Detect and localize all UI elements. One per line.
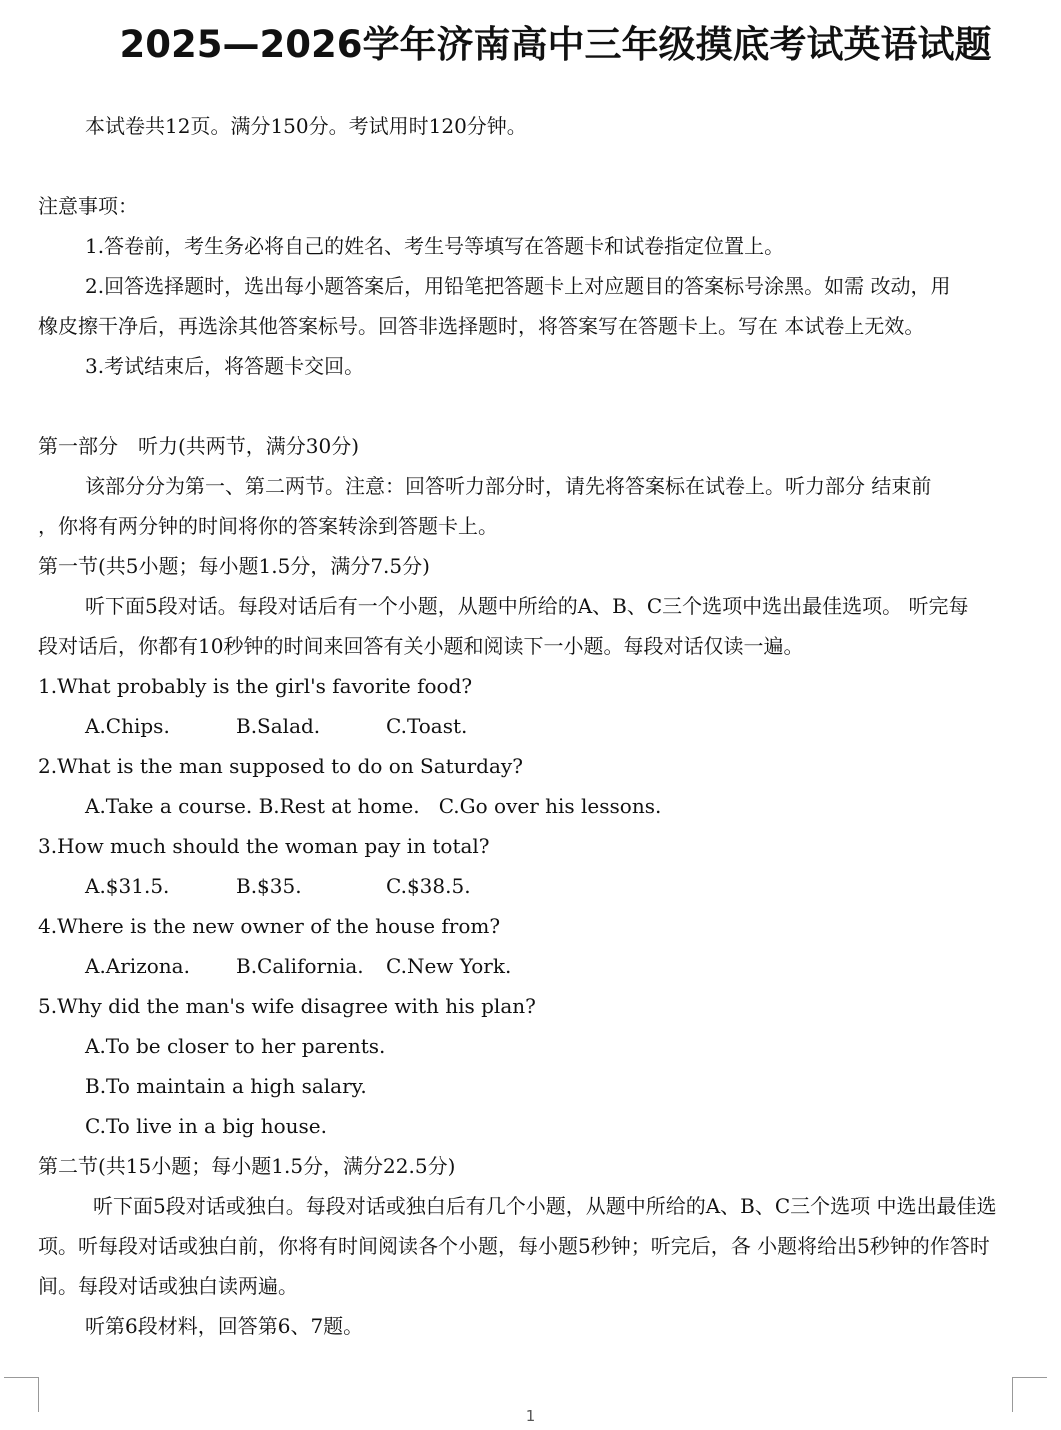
option-c: C.Go over his lessons. (438, 794, 662, 818)
note-item-3: 3.考试结束后，将答题卡交回。 (85, 354, 365, 378)
part1-heading: 第一部分 听力(共两节，满分30分) (38, 434, 360, 458)
question-2: 2.What is the man supposed to do on Saturday? (38, 754, 523, 778)
intro-text: 本试卷共12页。满分150分。考试用时120分钟。 (85, 114, 527, 138)
option-c: C.New York. (386, 954, 512, 978)
option-b: B.Salad. (236, 714, 321, 738)
section2-desc: 听下面5段对话或独白。每段对话或独白后有几个小题，从题中所给的A、B、C三个选项 中选出最佳选 (93, 1194, 997, 1218)
section1-heading: 第一节(共5小题；每小题1.5分，满分7.5分) (38, 554, 430, 578)
question-4: 4.Where is the new owner of the house from? (38, 914, 501, 938)
page-number: 1 (525, 1407, 536, 1425)
note-item-2-cont: 橡皮擦干净后，再选涂其他答案标号。回答非选择题时，将答案写在答题卡上。写在 本试卷上无效。 (38, 314, 925, 338)
question-2-options (85, 794, 661, 818)
notes-heading: 注意事项： (38, 194, 138, 218)
question-3: 3.How much should the woman pay in total? (38, 834, 490, 858)
option-a: A.Chips. (85, 714, 170, 738)
section2-instruction: 听第6段材料，回答第6、7题。 (85, 1314, 364, 1338)
option-c: C.To live in a big house. (85, 1114, 327, 1138)
section2-heading: 第二节(共15小题；每小题1.5分，满分22.5分) (38, 1154, 456, 1178)
section2-desc-cont-1: 项。听每段对话或独白前，你将有时间阅读各个小题，每小题5秒钟；听完后，各 小题将给出5秒钟的作答时 (38, 1234, 990, 1258)
option-a: A.Take a course. (85, 794, 253, 818)
section1-desc: 听下面5段对话。每段对话后有一个小题，从题中所给的A、B、C三个选项中选出最佳选项。 听完每 (85, 594, 969, 618)
question-4-options (85, 954, 511, 978)
note-item-1: 1.答卷前，考生务必将自己的姓名、考生号等填写在答题卡和试卷指定位置上。 (85, 234, 785, 258)
option-a: A.To be closer to her parents. (85, 1034, 386, 1058)
option-c: C.Toast. (386, 714, 468, 738)
option-c: C.$38.5. (386, 874, 471, 898)
question-1-options (85, 714, 467, 738)
option-b: B.To maintain a high salary. (85, 1074, 367, 1098)
question-3-options (85, 874, 471, 898)
option-b: B.California. (236, 954, 364, 978)
question-1: 1.What probably is the girl's favorite food? (38, 674, 473, 698)
option-a: A.$31.5. (85, 874, 170, 898)
section2-desc-cont-2: 间。每段对话或独白读两遍。 (38, 1274, 298, 1298)
option-b: B.Rest at home. (258, 794, 420, 818)
section1-desc-cont: 段对话后，你都有10秒钟的时间来回答有关小题和阅读下一小题。每段对话仅读一遍。 (38, 634, 804, 658)
option-a: A.Arizona. (85, 954, 190, 978)
question-5: 5.Why did the man's wife disagree with his plan? (38, 994, 536, 1018)
document-title: 2025—2026学年济南高中三年级摸底考试英语试题 (119, 23, 992, 66)
note-item-2: 2.回答选择题时，选出每小题答案后，用铅笔把答题卡上对应题目的答案标号涂黑。如需 改动，用 (85, 274, 951, 298)
part1-desc-cont: ，你将有两分钟的时间将你的答案转涂到答题卡上。 (38, 514, 498, 538)
part1-desc: 该部分分为第一、第二两节。注意：回答听力部分时，请先将答案标在试卷上。听力部分 结束前 (85, 474, 932, 498)
option-b: B.$35. (236, 874, 302, 898)
